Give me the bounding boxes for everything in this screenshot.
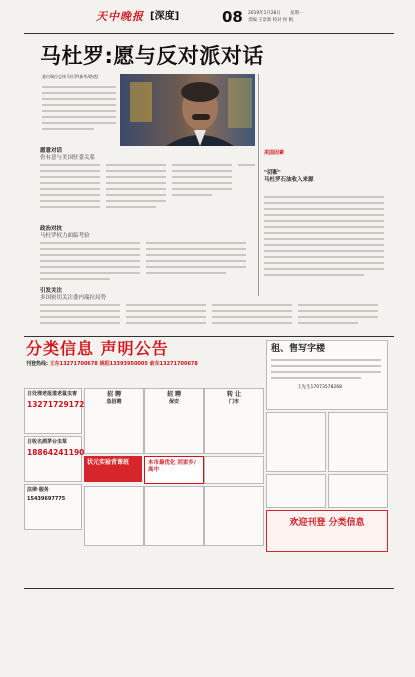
story2-subtitle: 马杜罗权力面临考验: [40, 232, 90, 239]
ad-title: 日处理老报道老鼠虫害: [27, 391, 78, 397]
ad-column-left: [24, 388, 85, 588]
classifieds-banner: [26, 340, 262, 376]
ad-grid-middle: [84, 388, 264, 588]
red-ad-text: 本市最优化 回家乡/高中: [148, 460, 196, 473]
masthead-logo: 天中晚报: [96, 10, 144, 23]
rent-box: [266, 340, 388, 410]
ad-grid-right: [266, 412, 386, 588]
lead-photo: [120, 74, 255, 146]
hotline-numbers: 王东13271700678 姚阳13393950005 俞东13271700678: [49, 361, 198, 367]
page-bottom-rule: [24, 588, 394, 589]
ad-phone: 13271729172: [27, 400, 85, 409]
ad-cell: [266, 474, 326, 508]
job-title: 招 聘: [106, 391, 122, 398]
masthead-rule: [24, 33, 394, 34]
rent-title: 租、售写字楼: [271, 344, 326, 354]
welcome-ad: [266, 510, 388, 552]
story2-body: [40, 242, 255, 292]
job-label: 保安: [168, 399, 179, 405]
main-headline: 马杜罗:愿与反对派对话: [40, 44, 264, 68]
story3-kicker: 引发关注: [40, 288, 63, 294]
ad-cell: [328, 412, 388, 472]
column-rule: [258, 74, 259, 296]
sidebar: [264, 150, 384, 184]
ad-cell: [24, 484, 82, 530]
sidebar-title: 马杜罗石油收入来源: [264, 177, 314, 183]
section-tag: [深度]: [150, 11, 180, 22]
job-label: 门市: [228, 399, 239, 405]
ad-cell: [204, 456, 264, 484]
ad-title: 日收名酒茅台虫草: [27, 439, 68, 445]
story3-subtitle: 多国密切关注委内瑞拉局势: [40, 294, 107, 301]
editor-line: 责编 王景新 校对 侯 帆: [248, 18, 294, 23]
story2-header: [40, 226, 90, 239]
job-title: 转 让: [226, 391, 242, 398]
ad-cell: [328, 474, 388, 508]
masthead: [0, 0, 415, 34]
job-label: 急招聘: [106, 399, 122, 405]
ad-phone: 15439697775: [27, 496, 66, 502]
ad-cell: [204, 486, 264, 546]
ad-cell: [266, 412, 326, 472]
job-cell: [144, 388, 204, 454]
classifieds-rule: [24, 336, 394, 337]
sidebar-quote: "切断": [264, 170, 281, 176]
story3-header: [40, 288, 106, 301]
ad-phone: 18864241190: [27, 448, 85, 457]
sidebar-body: [264, 196, 384, 296]
story1-subtitle: 仍有意与美国驻委关系: [40, 154, 96, 161]
ad-cell: [84, 486, 144, 546]
job-cell: [84, 388, 144, 454]
red-ad-1: [84, 456, 142, 482]
hotline-label: 刊登热线:: [26, 361, 48, 367]
red-ad-text: 状元实验背课班: [87, 459, 130, 466]
page-number: 08: [222, 8, 243, 26]
ad-cell: [24, 388, 85, 434]
photo-caption: 委内瑞拉总统马杜罗(新华/路透): [42, 74, 99, 79]
story1-body: [40, 164, 255, 220]
portrait-figure: [120, 74, 255, 146]
rent-phone: 王先生17073578268: [297, 385, 342, 390]
job-title: 招 聘: [166, 391, 182, 398]
story2-kicker: 政治对抗: [40, 226, 63, 232]
issue-weekday: 星期一: [290, 11, 304, 16]
welcome-ad-text: 欢迎刊登 分类信息: [289, 518, 365, 528]
story1-kicker: 愿意对话: [40, 148, 63, 154]
ad-cell: [24, 436, 85, 482]
issue-date: 2019年1月28日: [248, 11, 281, 16]
ad-title: 法律·服务: [27, 487, 49, 493]
sidebar-label: 美国因素: [264, 150, 285, 156]
job-cell: [204, 388, 264, 454]
ad-cell: [144, 486, 204, 546]
story1-header: [40, 148, 95, 161]
classifieds-title: 分类信息 声明公告: [26, 339, 169, 358]
photo-caption-box: [42, 74, 116, 146]
story3-body: [40, 304, 380, 332]
red-ad-2: [144, 456, 204, 484]
